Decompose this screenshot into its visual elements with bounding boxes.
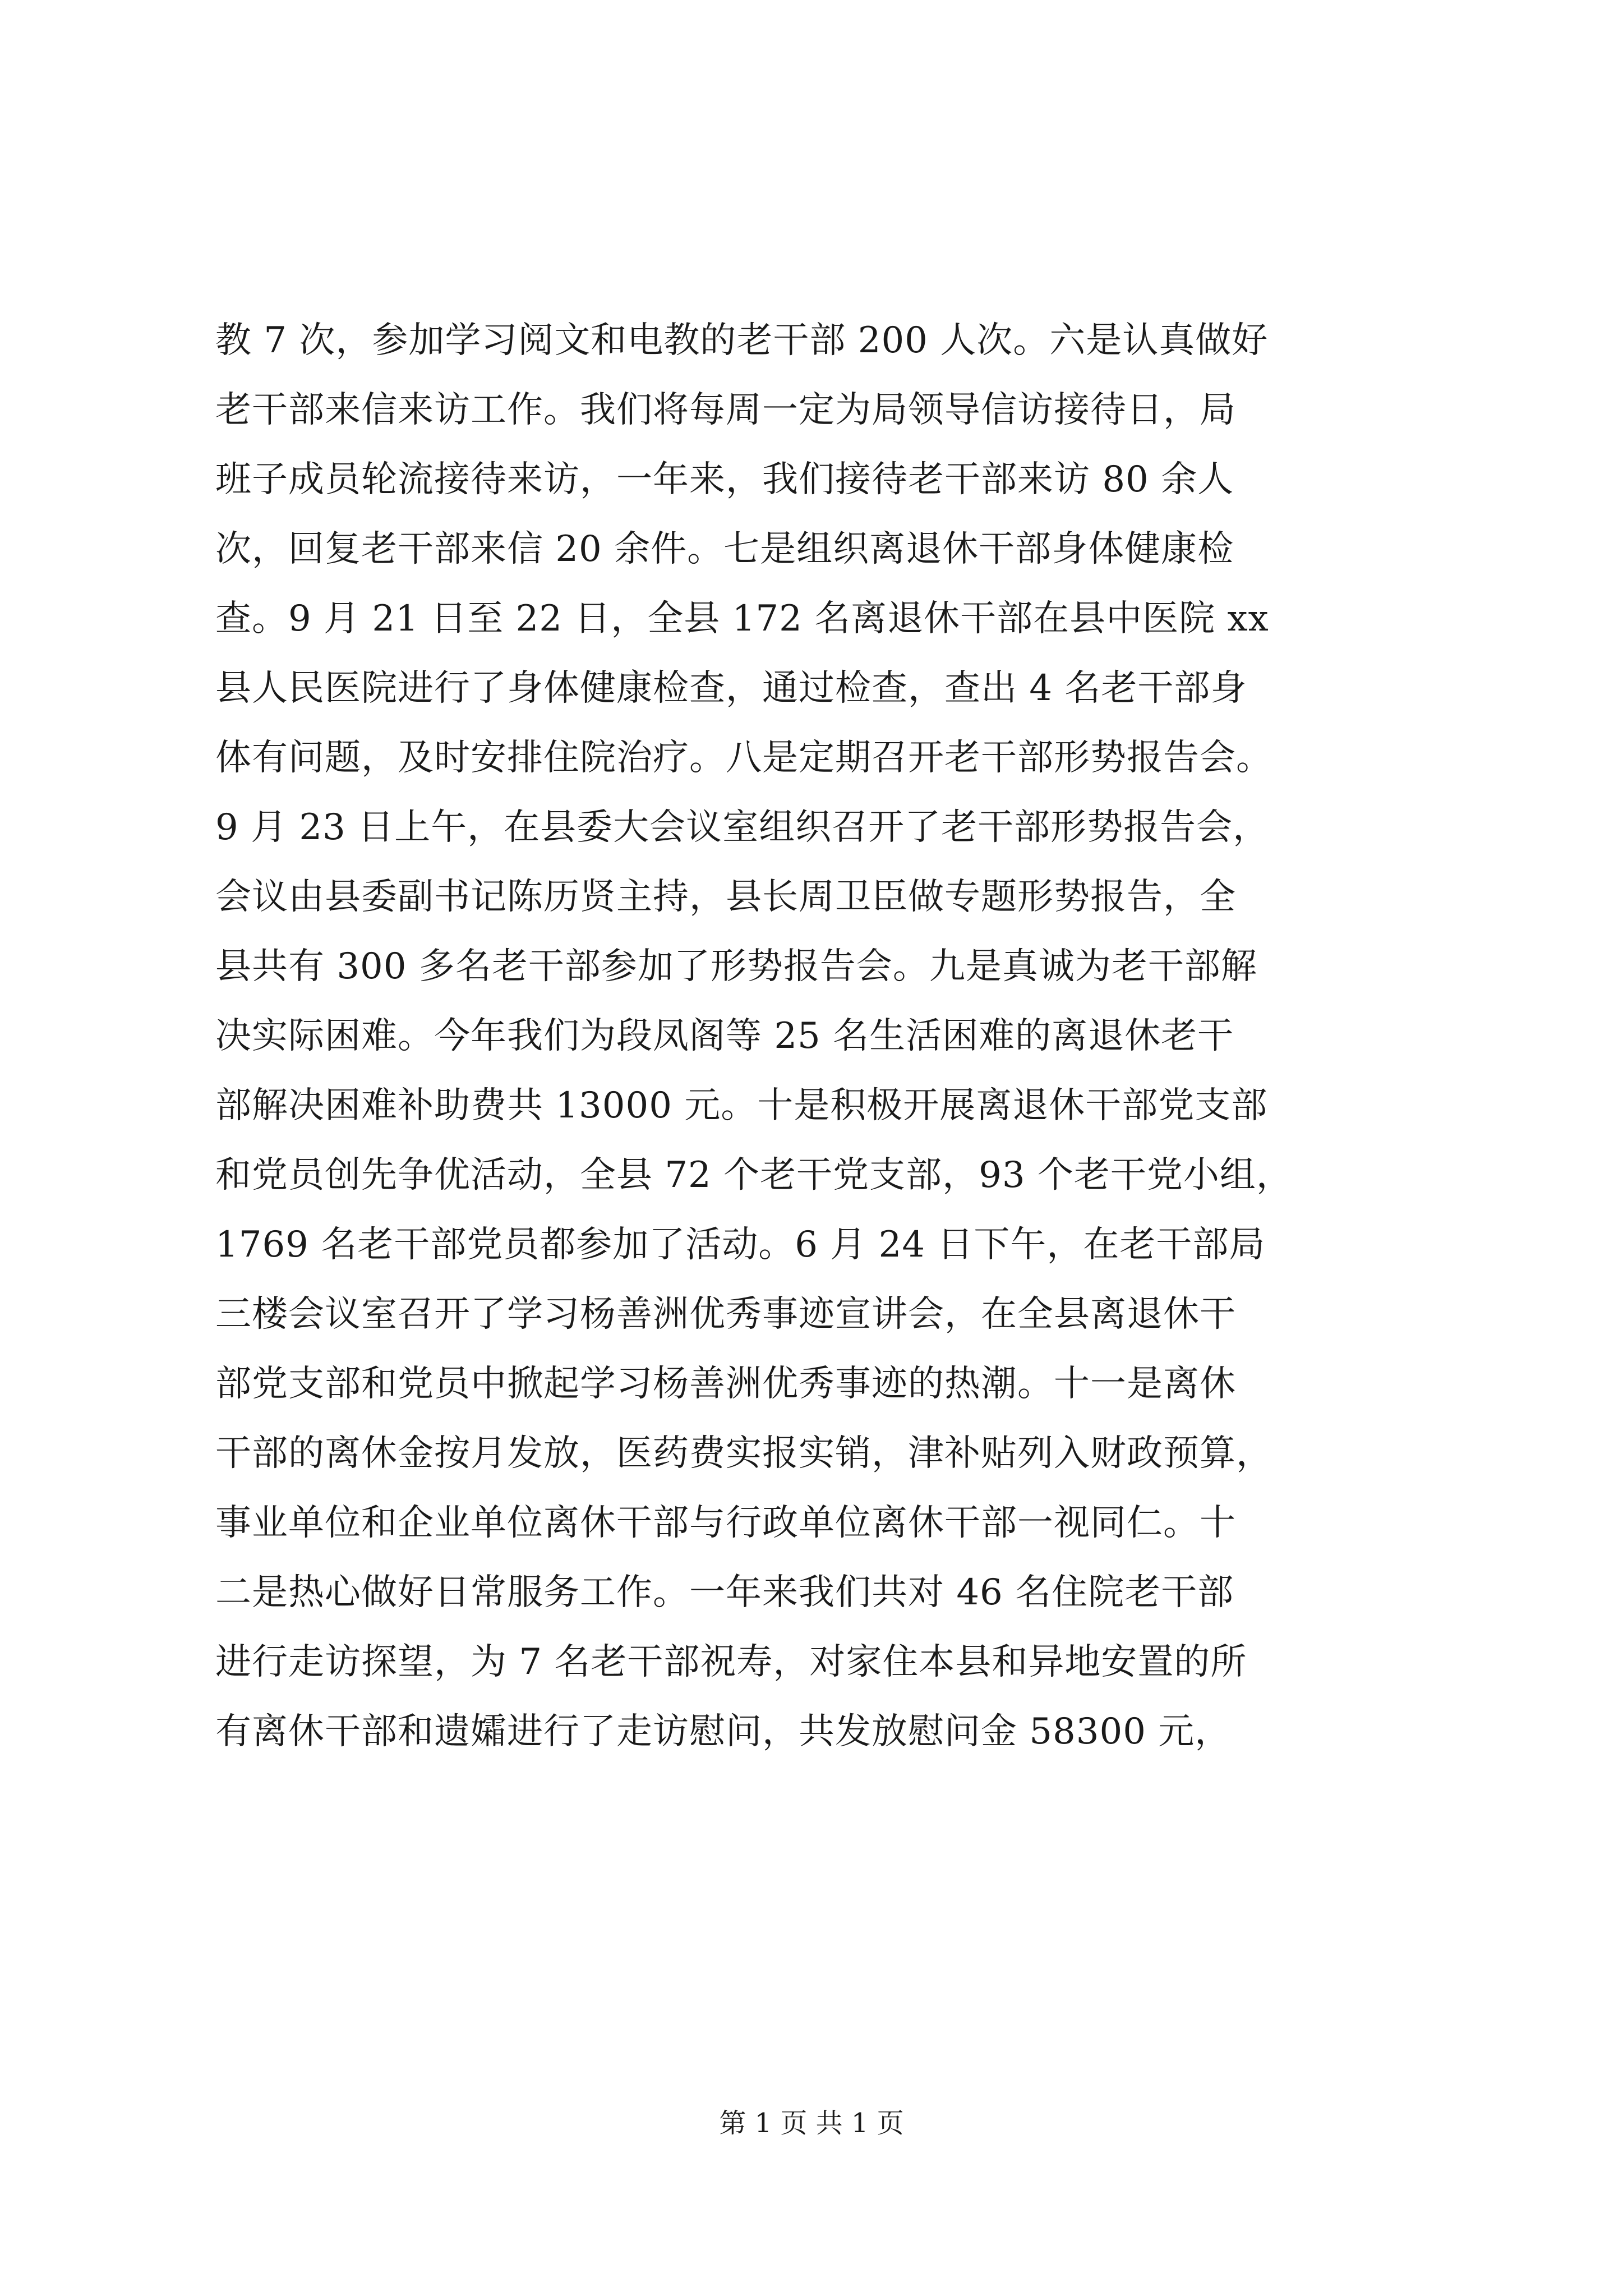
text-line: 决实际困难。今年我们为段凤阁等 25 名生活困难的离退休老干 <box>215 1015 1234 1057</box>
text-line: 和党员创先争优活动，全县 72 个老干党支部，93 个老干党小组， <box>215 1154 1293 1196</box>
page-footer: 第 1 页 共 1 页 <box>719 2108 904 2139</box>
text-line: 干部的离休金按月发放，医药费实报实销，津补贴列入财政预算， <box>215 1433 1272 1474</box>
text-line: 部解决困难补助费共 13000 元。十是积极开展离退休干部党支部 <box>215 1085 1268 1126</box>
text-line: 体有问题，及时安排住院治疗。八是定期召开老干部形势报告会。 <box>215 737 1272 779</box>
text-line: 会议由县委副书记陈历贤主持，县长周卫臣做专题形势报告，全 <box>215 876 1236 918</box>
text-line: 三楼会议室召开了学习杨善洲优秀事迹宣讲会，在全县离退休干 <box>215 1294 1236 1335</box>
text-line: 县共有 300 多名老干部参加了形势报告会。九是真诚为老干部解 <box>215 946 1257 987</box>
text-line: 进行走访探望，为 7 名老干部祝寿，对家住本县和异地安置的所 <box>215 1641 1247 1683</box>
text-line: 老干部来信来访工作。我们将每周一定为局领导信访接待日，局 <box>215 389 1236 431</box>
text-line: 次，回复老干部来信 20 余件。七是组织离退休干部身体健康检 <box>215 528 1234 570</box>
text-line: 1769 名老干部党员都参加了活动。6 月 24 日下午，在老干部局 <box>215 1224 1266 1266</box>
text-line: 教 7 次，参加学习阅文和电教的老干部 200 人次。六是认真做好 <box>215 320 1269 361</box>
text-line: 县人民医院进行了身体健康检查，通过检查，查出 4 名老干部身 <box>215 668 1247 709</box>
text-line: 事业单位和企业单位离休干部与行政单位离休干部一视同仁。十 <box>215 1502 1236 1544</box>
text-line: 部党支部和党员中掀起学习杨善洲优秀事迹的热潮。十一是离休 <box>215 1363 1236 1405</box>
text-line: 班子成员轮流接待来访，一年来，我们接待老干部来访 80 余人 <box>215 459 1234 500</box>
text-line: 查。9 月 21 日至 22 日，全县 172 名离退休干部在县中医院 xx <box>215 598 1269 639</box>
text-line: 有离休干部和遗孀进行了走访慰问，共发放慰问金 58300 元， <box>215 1711 1232 1752</box>
body-text <box>215 306 1412 1766</box>
text-line: 二是热心做好日常服务工作。一年来我们共对 46 名住院老干部 <box>215 1572 1234 1613</box>
text-line: 9 月 23 日上午，在县委大会议室组织召开了老干部形势报告会， <box>215 807 1270 848</box>
